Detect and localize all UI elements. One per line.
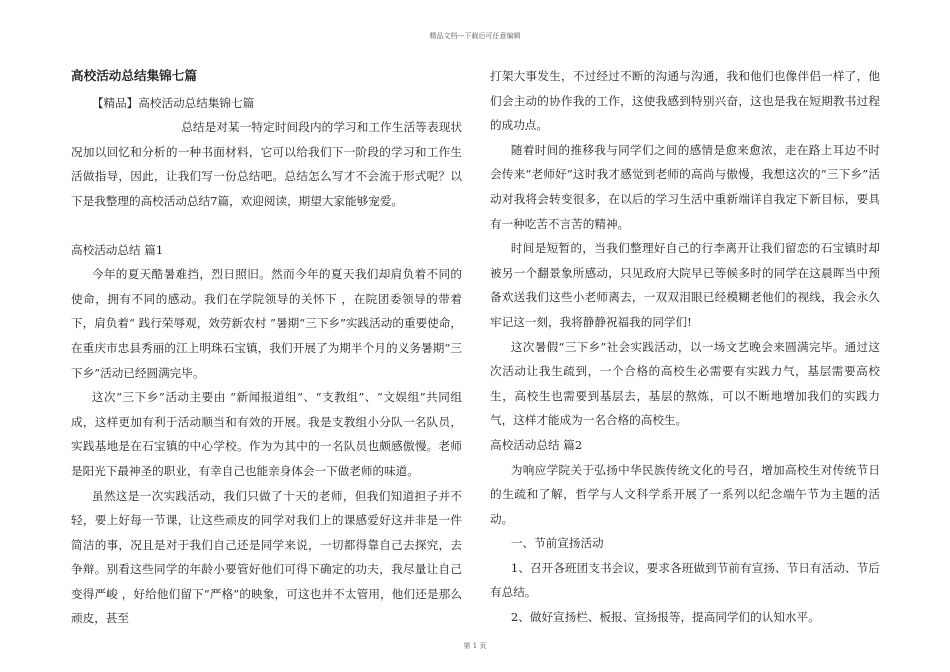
right-column — [490, 64, 880, 630]
body-paragraph: 虽然这是一次实践活动，我们只做了十天的老师，但我们知道担子并不轻，要上好每一节课，让这些顽皮的同学对我们上的课感爱好这并非是一件简洁的事，况且是对于我们自己还是同学来说，一切都得靠自己去探究，去争辩。别看这些同学的年龄小要管好他们可得下确定的功夫，我尽量让自己变得严峻 ，好给他们留下“严格”的映象，可这也并不太管用，他们还是那么顽皮，甚至 — [71, 488, 462, 626]
document-subtitle: 【精品】高校活动总结集锦七篇 — [91, 95, 255, 110]
body-paragraph: 随着时间的推移我与同学们之间的感情是愈来愈浓，走在路上耳边不时会传来“老师好”这时我才感觉到老师的高尚与傲慢，我想这次的“三下乡”活动对我将会转变很多，在以后的学习生活中重新端详自我定下新目标，要具有一种吃苦不言苦的精神。 — [490, 142, 880, 231]
body-paragraph: 这次“三下乡”活动主要由 “新闻报道组”、“支教组”、“文娱组”共同组成，这样更加有利于活动顺当和有效的开展。我是支教组小分队一名队员，实践基地是在石宝镇的中心学校。作为为其中的一名队员也颇感傲慢。老师是阳光下最神圣的职业，有幸自己也能亲身体会一下做老师的味道。 — [71, 390, 462, 478]
body-paragraph: 打架大事发生，不过经过不断的沟通与沟通，我和他们也像伴侣一样了，他们会主动的协作我的工作，这使我感到特别兴奋，这也是我在短期教书过程的成功点。 — [490, 69, 880, 133]
document-title: 高校活动总结集锦七篇 — [71, 68, 197, 83]
list-item: 2、做好宣扬栏、板报、宣扬报等，提高同学们的认知水平。 — [510, 610, 820, 625]
section-heading-2: 高校活动总结 篇2 — [490, 437, 583, 452]
section-heading-1: 高校活动总结 篇1 — [71, 242, 164, 257]
list-item: 1、召开各班团支书会议，要求各班做到节前有宣扬、节日有活动、节后有总结。 — [490, 560, 880, 600]
intro-paragraph: 总结是对某一特定时间段内的学习和工作生活等表现状况加以回忆和分析的一种书面材料，它可以给我们下一阶段的学习和工作生活做指导，因此，让我们写一份总结吧。总结怎么写才不会流于形式呢？以下是我整理的高校活动总结7篇，欢迎阅读，期望大家能够宠爱。 — [71, 120, 462, 208]
body-paragraph: 今年的夏天酷暑难挡，烈日照旧。然而今年的夏天我们却肩负着不同的使命，拥有不同的感动。我们在学院领导的关怀下 ，在院团委领导的带着下，肩负着“ 践行荣辱观，效劳新农村 ”暑期“三下乡”实践活动的重要使命， 在重庆市忠县秀丽的江上明珠石宝镇，我们开展了为期半个月的义务暑期“三下乡”活动已经圆满完毕。 — [71, 267, 462, 380]
body-paragraph: 为响应学院关于弘扬中华民族传统文化的号召，增加高校生对传统节日的生疏和了解，哲学与人文科学系开展了一系列以纪念端午节为主题的活动。 — [490, 462, 880, 526]
body-paragraph: 这次暑假“三下乡”社会实践活动，以一场文艺晚会来圆满完毕。通过这次活动让我生疏到，一个合格的高校生必需要有实践力气，基层需要高校生，高校生也需要到基层去，基层的熬炼，可以不断地增加我们的实践力气，这样才能成为一名合格的高校生。 — [490, 339, 880, 428]
subheading: 一、节前宣扬活动 — [510, 536, 604, 551]
body-paragraph: 时间是短暂的，当我们整理好自己的行李离开让我们留恋的石宝镇时却被另一个翻景象所感动，只见政府大院早已等候多时的同学在这晨晖当中预备欢送我们这些小老师离去，一双双泪眼已经模糊老他们的视线，我会永久牢记这一刻，我将静静祝福我的同学们! — [490, 241, 880, 329]
section-gap — [71, 214, 462, 238]
left-column — [71, 64, 462, 631]
page-footer: 第 1 页 — [463, 642, 487, 650]
page-header: 精品文档---下载后可任意编辑 — [429, 32, 521, 40]
